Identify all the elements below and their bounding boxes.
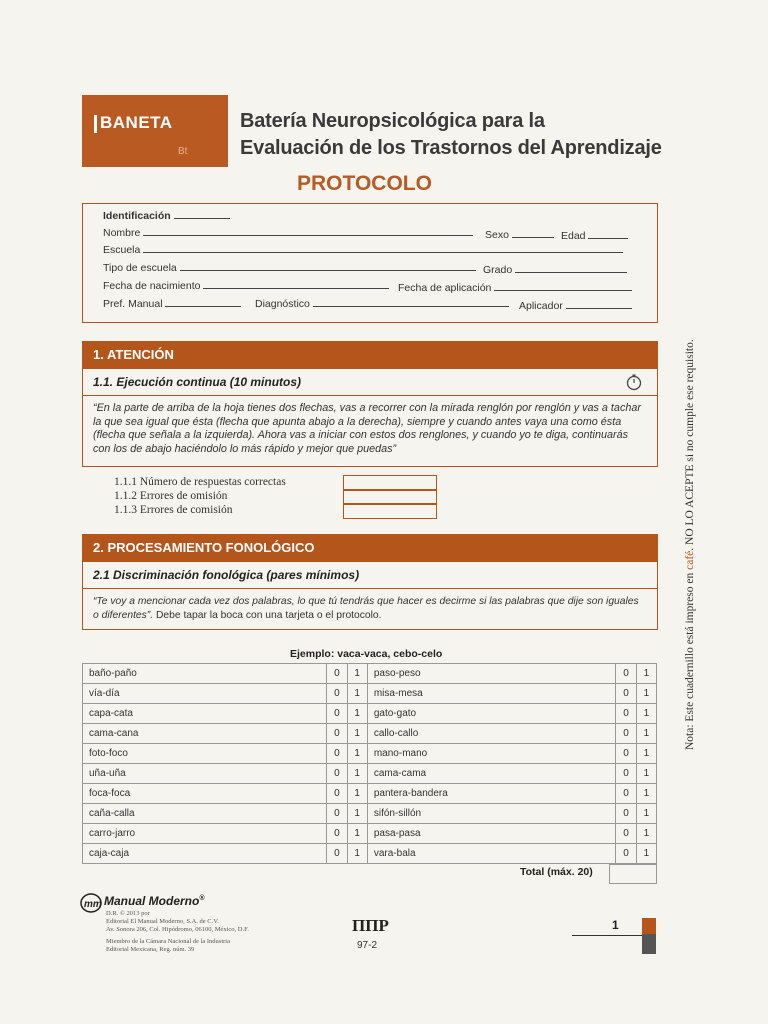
right-one-option[interactable]: 1 [636, 744, 656, 764]
subsection-discrimination-title: 2.1 Discriminación fonológica (pares mínimos) [93, 568, 360, 582]
attention-instructions-box [82, 396, 658, 467]
table-row [83, 804, 657, 824]
school-type-line[interactable] [180, 260, 476, 271]
school-type-field [103, 260, 476, 274]
publisher-text: Manual Moderno [104, 894, 200, 908]
name-line[interactable] [143, 225, 473, 236]
left-pair-cell: caja-caja [83, 844, 327, 864]
right-zero-option[interactable]: 0 [616, 664, 636, 684]
right-zero-option[interactable]: 0 [616, 764, 636, 784]
right-one-option[interactable]: 1 [636, 724, 656, 744]
table-row [83, 784, 657, 804]
left-one-option[interactable]: 1 [347, 684, 367, 704]
section-phonological-header [82, 534, 658, 562]
grade-line[interactable] [515, 262, 627, 273]
subsection-continuous [82, 369, 658, 396]
left-zero-option[interactable]: 0 [327, 824, 347, 844]
phonological-instructions-box [82, 589, 658, 630]
phonological-instructions [83, 589, 657, 628]
right-one-option[interactable]: 1 [636, 764, 656, 784]
left-pair-cell: uña-uña [83, 764, 327, 784]
table-row [83, 664, 657, 684]
instructions-note: Debe tapar la boca con una tarjeta o el protocolo. [153, 609, 382, 621]
examiner-field [519, 298, 632, 312]
side-note-before: Nota: Este cuadernillo está impreso en [684, 569, 696, 750]
response-omission: 1.1.2 Errores de omisión [114, 490, 228, 502]
left-pair-cell: carro-jarro [83, 824, 327, 844]
left-pair-cell: vía-día [83, 684, 327, 704]
left-one-option[interactable]: 1 [347, 704, 367, 724]
page-number: 1 [612, 918, 619, 932]
examiner-label: Aplicador [519, 300, 563, 312]
birthdate-field [103, 278, 389, 292]
table-row [83, 764, 657, 784]
badge-text: BANETA [100, 113, 173, 132]
left-zero-option[interactable]: 0 [327, 744, 347, 764]
right-pair-cell: vara-bala [367, 844, 616, 864]
commission-errors-box[interactable] [343, 503, 437, 519]
left-zero-option[interactable]: 0 [327, 704, 347, 724]
side-note-cafe: café [684, 550, 696, 570]
right-zero-option[interactable]: 0 [616, 684, 636, 704]
examiner-line[interactable] [566, 298, 632, 309]
right-zero-option[interactable]: 0 [616, 824, 636, 844]
table-row [83, 704, 657, 724]
right-pair-cell: paso-peso [367, 664, 616, 684]
side-note-text [684, 290, 696, 750]
table-row [83, 844, 657, 864]
left-zero-option[interactable]: 0 [327, 844, 347, 864]
table-row [83, 744, 657, 764]
section-phonological-title: 2. PROCESAMIENTO FONOLÓGICO [93, 540, 315, 555]
right-pair-cell: callo-callo [367, 724, 616, 744]
school-field [103, 242, 623, 256]
right-pair-cell: pasa-pasa [367, 824, 616, 844]
left-zero-option[interactable]: 0 [327, 684, 347, 704]
instructions-quote: “Te voy a mencionar cada vez dos palabras, lo que tú tendrás que hacer es decirme si las palabras que dije son iguales o diferentes”. [93, 596, 639, 621]
right-pair-cell: mano-mano [367, 744, 616, 764]
name-field [103, 225, 473, 239]
right-zero-option[interactable]: 0 [616, 804, 636, 824]
sex-label: Sexo [485, 229, 509, 241]
section-attention-title: 1. ATENCIÓN [93, 347, 174, 362]
right-zero-option[interactable]: 0 [616, 744, 636, 764]
grade-field [483, 262, 627, 276]
example-text: Ejemplo: vaca-vaca, cebo-celo [290, 648, 443, 660]
right-zero-option[interactable]: 0 [616, 784, 636, 804]
title-line-1: Batería Neuropsicológica para la [240, 110, 545, 132]
right-one-option[interactable]: 1 [636, 684, 656, 704]
response-correct: 1.1.1 Número de respuestas correctas [114, 476, 286, 488]
subsection-continuous-title: 1.1. Ejecución continua (10 minutos) [93, 375, 302, 389]
left-pair-cell: foto-foco [83, 744, 327, 764]
subsection-discrimination [82, 562, 658, 589]
right-pair-cell: gato-gato [367, 704, 616, 724]
right-one-option[interactable]: 1 [636, 824, 656, 844]
publisher-line: Editorial Mexicana, Reg. núm. 39 [106, 946, 195, 953]
left-one-option[interactable]: 1 [347, 844, 367, 864]
right-zero-option[interactable]: 0 [616, 724, 636, 744]
left-zero-option[interactable]: 0 [327, 664, 347, 684]
side-note [684, 290, 709, 750]
application-date-line[interactable] [494, 280, 632, 291]
birthdate-label: Fecha de nacimiento [103, 280, 201, 292]
left-one-option[interactable]: 1 [347, 664, 367, 684]
table-row [83, 724, 657, 744]
diagnosis-line[interactable] [313, 296, 509, 307]
left-one-option[interactable]: 1 [347, 784, 367, 804]
right-pair-cell: cama-cama [367, 764, 616, 784]
pairs-table [82, 663, 657, 864]
badge-bar [94, 115, 97, 133]
publisher-line: Av. Sonora 206, Col. Hipódromo, 06100, México, D.F. [106, 926, 249, 933]
table-row [83, 684, 657, 704]
diagnosis-label: Diagnóstico [255, 298, 310, 310]
school-label: Escuela [103, 244, 141, 256]
table-row [83, 824, 657, 844]
protocol-heading: PROTOCOLO [297, 172, 432, 195]
left-one-option[interactable]: 1 [347, 724, 367, 744]
left-zero-option[interactable]: 0 [327, 784, 347, 804]
right-one-option[interactable]: 1 [636, 664, 656, 684]
section-attention-header [82, 341, 658, 369]
svg-text:mm: mm [84, 899, 102, 910]
left-one-option[interactable]: 1 [347, 804, 367, 824]
handedness-field [103, 296, 241, 310]
right-one-option[interactable]: 1 [636, 704, 656, 724]
side-note-after: . NO LO ACEPTE si no cumple ese requisito. [684, 339, 696, 551]
application-date-field [398, 280, 632, 294]
application-date-label: Fecha de aplicación [398, 282, 492, 294]
sex-field [485, 227, 554, 241]
diagnosis-field [255, 296, 509, 310]
id-label: Identificación [103, 210, 171, 222]
handedness-label: Pref. Manual [103, 298, 163, 310]
right-pair-cell: pantera-bandera [367, 784, 616, 804]
right-pair-cell: sifón-sillón [367, 804, 616, 824]
left-one-option[interactable]: 1 [347, 824, 367, 844]
left-pair-cell: caña-calla [83, 804, 327, 824]
publisher-name [104, 894, 205, 908]
response-commission: 1.1.3 Errores de comisión [114, 504, 233, 516]
right-one-option[interactable]: 1 [636, 804, 656, 824]
attention-instructions: “En la parte de arriba de la hoja tienes dos flechas, vas a recorrer con la mirada renglón por renglón y vas a tachar la que sea igual que ésta (flecha que apunta abajo a la derecha), siempre y cuando antes vaya una como ésta (flecha que señala a la izquierda). Ahora vas a iniciar con estos dos renglones, y cuando yo te diga, continuarás con los de abajo haciéndolo lo más rápido y mejor que puedas” [93, 402, 641, 455]
left-zero-option[interactable]: 0 [327, 764, 347, 784]
manual-moderno-logo-icon [80, 892, 102, 914]
publisher-info [106, 910, 249, 954]
identification-box [82, 203, 658, 323]
left-pair-cell: cama-cana [83, 724, 327, 744]
page-corner-block-dark [642, 934, 656, 954]
grade-label: Grado [483, 264, 513, 276]
page-title [240, 108, 662, 162]
school-line[interactable] [143, 242, 623, 253]
left-pair-cell: capa-cata [83, 704, 327, 724]
left-zero-option[interactable]: 0 [327, 804, 347, 824]
birthdate-line[interactable] [203, 278, 389, 289]
mp-logo: ΠΠΡ [352, 916, 389, 935]
publisher-line: D.R. © 2013 por [106, 910, 150, 917]
right-pair-cell: misa-mesa [367, 684, 616, 704]
right-one-option[interactable]: 1 [636, 784, 656, 804]
title-line-2: Evaluación de los Trastornos del Aprendizaje [240, 137, 662, 159]
school-type-label: Tipo de escuela [103, 262, 177, 274]
form-code: 97-2 [357, 940, 378, 951]
id-field [103, 208, 230, 222]
publisher-line: Editorial El Manual Moderno, S.A. de C.V. [106, 918, 219, 925]
badge-small-text: Bt [178, 146, 188, 157]
baneta-badge [82, 95, 228, 167]
left-one-option[interactable]: 1 [347, 744, 367, 764]
stopwatch-icon [625, 373, 643, 391]
publisher-line: Miembro de la Cámara Nacional de la Industria [106, 938, 230, 945]
total-box[interactable] [609, 864, 657, 884]
name-label: Nombre [103, 227, 141, 239]
publisher-reg: ® [199, 895, 205, 902]
left-pair-cell: foca-foca [83, 784, 327, 804]
sex-line[interactable] [512, 227, 554, 238]
right-one-option[interactable]: 1 [636, 844, 656, 864]
left-pair-cell: baño-paño [83, 664, 327, 684]
page-number-line [572, 935, 642, 936]
right-zero-option[interactable]: 0 [616, 704, 636, 724]
total-label: Total (máx. 20) [520, 866, 593, 878]
right-zero-option[interactable]: 0 [616, 844, 636, 864]
age-label: Edad [561, 230, 586, 242]
id-line[interactable] [174, 208, 230, 219]
age-line[interactable] [588, 228, 628, 239]
left-one-option[interactable]: 1 [347, 764, 367, 784]
left-zero-option[interactable]: 0 [327, 724, 347, 744]
handedness-line[interactable] [165, 296, 241, 307]
age-field [561, 228, 628, 242]
